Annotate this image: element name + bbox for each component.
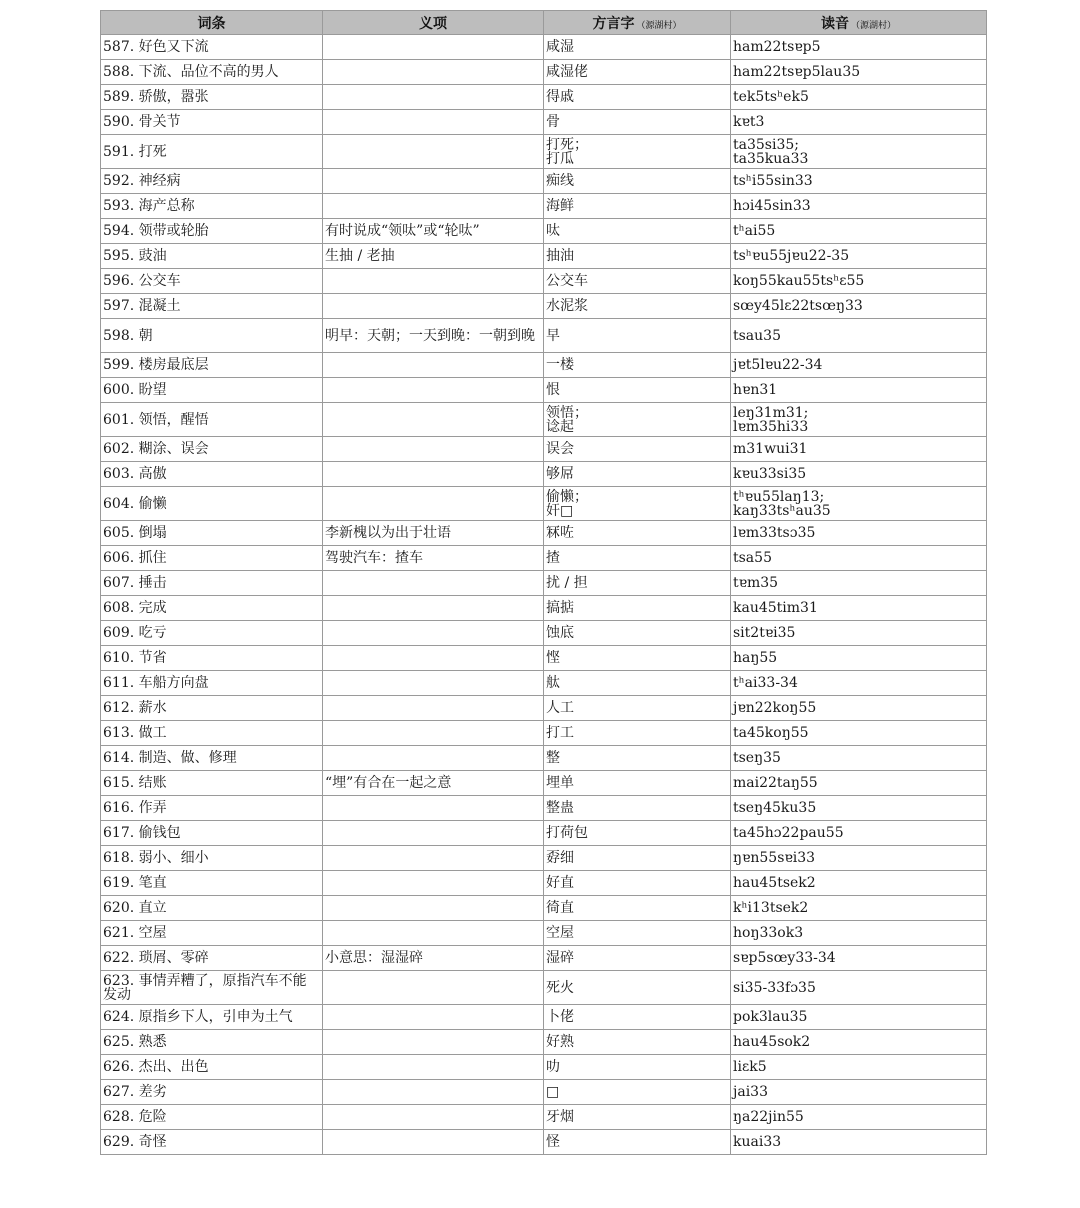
sense-cell [323, 971, 544, 1005]
char-cell: 徛直 [544, 896, 731, 921]
term-cell: 623. 事情弄糟了，原指汽车不能发动 [101, 971, 323, 1005]
pron-cell: kuai33 [731, 1130, 987, 1155]
sense-cell [323, 796, 544, 821]
table-row [101, 696, 987, 721]
sense-cell [323, 462, 544, 487]
table-row [101, 110, 987, 135]
header-sense-label: 义项 [419, 15, 447, 32]
char-cell: 早 [544, 319, 731, 353]
pron-cell: kʰi13tsek2 [731, 896, 987, 921]
term-cell: 628. 危险 [101, 1105, 323, 1130]
term-cell: 594. 领带或轮胎 [101, 219, 323, 244]
sense-cell [323, 721, 544, 746]
sense-cell [323, 35, 544, 60]
char-cell: 扰 / 担 [544, 571, 731, 596]
table-row [101, 1055, 987, 1080]
term-cell: 626. 杰出、出色 [101, 1055, 323, 1080]
sense-cell: 生抽 / 老抽 [323, 244, 544, 269]
pron-cell: jɐt5lɐu22-34 [731, 353, 987, 378]
pron-cell: tsa55 [731, 546, 987, 571]
sense-cell [323, 571, 544, 596]
term-cell: 608. 完成 [101, 596, 323, 621]
pron-cell: m31wui31 [731, 437, 987, 462]
pron-cell: sit2tɐi35 [731, 621, 987, 646]
term-cell: 624. 原指乡下人，引申为土气 [101, 1005, 323, 1030]
char-cell: 冧咗 [544, 521, 731, 546]
term-cell: 593. 海产总称 [101, 194, 323, 219]
char-cell: 骨 [544, 110, 731, 135]
pron-cell: hau45sok2 [731, 1030, 987, 1055]
char-cell: 好熟 [544, 1030, 731, 1055]
table-row [101, 1005, 987, 1030]
char-cell: 得戚 [544, 85, 731, 110]
sense-cell [323, 378, 544, 403]
sense-cell [323, 194, 544, 219]
header-sense [323, 11, 544, 35]
term-cell: 598. 朝 [101, 319, 323, 353]
sense-cell: 小意思：湿湿碎 [323, 946, 544, 971]
term-cell: 613. 做工 [101, 721, 323, 746]
table-row [101, 135, 987, 169]
pron-cell: sœy45lɛ22tsœŋ33 [731, 294, 987, 319]
pron-cell: kau45tim31 [731, 596, 987, 621]
char-cell: 蚀底 [544, 621, 731, 646]
term-cell: 607. 捶击 [101, 571, 323, 596]
table-row [101, 219, 987, 244]
term-cell: 618. 弱小、细小 [101, 846, 323, 871]
table-row [101, 771, 987, 796]
char-cell: 误会 [544, 437, 731, 462]
term-cell: 616. 作弄 [101, 796, 323, 821]
sense-cell [323, 269, 544, 294]
char-cell: 揸 [544, 546, 731, 571]
term-cell: 590. 骨关节 [101, 110, 323, 135]
term-cell: 621. 空屋 [101, 921, 323, 946]
char-cell: 海鲜 [544, 194, 731, 219]
char-cell: 呔 [544, 219, 731, 244]
table-row [101, 294, 987, 319]
char-cell: 咸湿佬 [544, 60, 731, 85]
pron-cell: jai33 [731, 1080, 987, 1105]
term-cell: 588. 下流、品位不高的男人 [101, 60, 323, 85]
pron-cell: pok3lau35 [731, 1005, 987, 1030]
table-row [101, 671, 987, 696]
char-cell: 打死； 打瓜 [544, 135, 731, 169]
table-row [101, 60, 987, 85]
table-row [101, 921, 987, 946]
term-cell: 601. 领悟，醒悟 [101, 403, 323, 437]
sense-cell [323, 746, 544, 771]
pron-cell: leŋ31m31; lɐm35hi33 [731, 403, 987, 437]
sense-cell [323, 60, 544, 85]
table-row [101, 403, 987, 437]
char-cell: □ [544, 1080, 731, 1105]
pron-cell: tʰai33-34 [731, 671, 987, 696]
pron-cell: tsʰi55sin33 [731, 169, 987, 194]
sense-cell [323, 896, 544, 921]
table-row [101, 746, 987, 771]
sense-cell: 李新槐以为出于壮语 [323, 521, 544, 546]
term-cell: 603. 高傲 [101, 462, 323, 487]
pron-cell: ta35si35; ta35kua33 [731, 135, 987, 169]
pron-cell: koŋ55kau55tsʰɛ55 [731, 269, 987, 294]
pron-cell: liɛk5 [731, 1055, 987, 1080]
pron-cell: kɐt3 [731, 110, 987, 135]
term-cell: 611. 车船方向盘 [101, 671, 323, 696]
term-cell: 606. 抓住 [101, 546, 323, 571]
term-cell: 599. 楼房最底层 [101, 353, 323, 378]
table-row [101, 194, 987, 219]
char-cell: 偷懒； 奸□ [544, 487, 731, 521]
term-cell: 615. 结账 [101, 771, 323, 796]
term-cell: 629. 奇怪 [101, 1130, 323, 1155]
term-cell: 612. 薪水 [101, 696, 323, 721]
table-row [101, 353, 987, 378]
sense-cell [323, 403, 544, 437]
sense-cell [323, 696, 544, 721]
char-cell: 整蛊 [544, 796, 731, 821]
table-row [101, 85, 987, 110]
char-cell: 够屌 [544, 462, 731, 487]
char-cell: 打工 [544, 721, 731, 746]
table-row [101, 721, 987, 746]
term-cell: 617. 偷钱包 [101, 821, 323, 846]
table-row [101, 896, 987, 921]
table-row [101, 521, 987, 546]
header-pron-label: 读音 [820, 15, 849, 32]
char-cell: 痴线 [544, 169, 731, 194]
sense-cell [323, 169, 544, 194]
sense-cell [323, 1080, 544, 1105]
char-cell: 一楼 [544, 353, 731, 378]
char-cell: 叻 [544, 1055, 731, 1080]
term-cell: 620. 直立 [101, 896, 323, 921]
header-pron-note: （源湖村） [850, 20, 896, 31]
pron-cell: tsʰɐu55jɐu22-35 [731, 244, 987, 269]
term-cell: 604. 偷懒 [101, 487, 323, 521]
table-row [101, 244, 987, 269]
sense-cell: 有时说成“领呔”或“轮呔” [323, 219, 544, 244]
sense-cell [323, 85, 544, 110]
header-term-label: 词条 [197, 15, 226, 32]
pron-cell: haŋ55 [731, 646, 987, 671]
sense-cell [323, 646, 544, 671]
char-cell: 悭 [544, 646, 731, 671]
term-cell: 589. 骄傲，嚣张 [101, 85, 323, 110]
table-row [101, 319, 987, 353]
term-cell: 587. 好色又下流 [101, 35, 323, 60]
sense-cell [323, 596, 544, 621]
char-cell: 领悟； 谂起 [544, 403, 731, 437]
char-cell: 咸湿 [544, 35, 731, 60]
lexicon-page [100, 10, 986, 1155]
table-header-row [101, 11, 987, 35]
term-cell: 619. 笔直 [101, 871, 323, 896]
pron-cell: ta45koŋ55 [731, 721, 987, 746]
char-cell: 怪 [544, 1130, 731, 1155]
char-cell: 好直 [544, 871, 731, 896]
term-cell: 614. 制造、做、修理 [101, 746, 323, 771]
term-cell: 622. 琐屑、零碎 [101, 946, 323, 971]
sense-cell [323, 871, 544, 896]
table-row [101, 1030, 987, 1055]
header-char-note: （源湖村） [636, 20, 682, 31]
table-row [101, 946, 987, 971]
pron-cell: kɐu33si35 [731, 462, 987, 487]
table-row [101, 269, 987, 294]
table-row [101, 378, 987, 403]
table-row [101, 546, 987, 571]
term-cell: 605. 倒塌 [101, 521, 323, 546]
pron-cell: tek5tsʰek5 [731, 85, 987, 110]
char-cell: 打荷包 [544, 821, 731, 846]
pron-cell: tʰai55 [731, 219, 987, 244]
sense-cell [323, 135, 544, 169]
term-cell: 609. 吃亏 [101, 621, 323, 646]
table-row [101, 621, 987, 646]
pron-cell: hau45tsek2 [731, 871, 987, 896]
char-cell: 搞掂 [544, 596, 731, 621]
pron-cell: ham22tsɐp5lau35 [731, 60, 987, 85]
term-cell: 595. 豉油 [101, 244, 323, 269]
sense-cell [323, 1005, 544, 1030]
term-cell: 591. 打死 [101, 135, 323, 169]
sense-cell: “埋”有合在一起之意 [323, 771, 544, 796]
char-cell: 牙烟 [544, 1105, 731, 1130]
term-cell: 602. 糊涂、误会 [101, 437, 323, 462]
pron-cell: hoŋ33ok3 [731, 921, 987, 946]
sense-cell [323, 621, 544, 646]
table-row [101, 571, 987, 596]
sense-cell [323, 437, 544, 462]
sense-cell [323, 1055, 544, 1080]
sense-cell: 驾驶汽车：揸车 [323, 546, 544, 571]
pron-cell: tseŋ35 [731, 746, 987, 771]
sense-cell [323, 921, 544, 946]
table-row [101, 1130, 987, 1155]
header-term [101, 11, 323, 35]
sense-cell [323, 1130, 544, 1155]
table-row [101, 796, 987, 821]
pron-cell: ta45hɔ22pau55 [731, 821, 987, 846]
char-cell: 卜佬 [544, 1005, 731, 1030]
pron-cell: tɐm35 [731, 571, 987, 596]
table-row [101, 871, 987, 896]
pron-cell: tʰɐu55laŋ13; kaŋ33tsʰau35 [731, 487, 987, 521]
char-cell: 抽油 [544, 244, 731, 269]
sense-cell [323, 671, 544, 696]
pron-cell: hɔi45sin33 [731, 194, 987, 219]
term-cell: 597. 混凝土 [101, 294, 323, 319]
table-row [101, 596, 987, 621]
sense-cell [323, 1105, 544, 1130]
char-cell: 湿碎 [544, 946, 731, 971]
char-cell: 埋单 [544, 771, 731, 796]
char-cell: 人工 [544, 696, 731, 721]
char-cell: 空屋 [544, 921, 731, 946]
header-char-label: 方言字 [592, 15, 635, 32]
pron-cell: ham22tsɐp5 [731, 35, 987, 60]
header-pronunciation [731, 11, 987, 35]
char-cell: 恨 [544, 378, 731, 403]
sense-cell [323, 110, 544, 135]
dialect-vocabulary-table [100, 10, 987, 1155]
sense-cell [323, 846, 544, 871]
pron-cell: ŋɐn55sɐi33 [731, 846, 987, 871]
char-cell: 水泥浆 [544, 294, 731, 319]
term-cell: 596. 公交车 [101, 269, 323, 294]
table-row [101, 487, 987, 521]
table-row [101, 846, 987, 871]
term-cell: 600. 盼望 [101, 378, 323, 403]
term-cell: 627. 差劣 [101, 1080, 323, 1105]
table-row [101, 1105, 987, 1130]
pron-cell: sɐp5sœy33-34 [731, 946, 987, 971]
char-cell: 整 [544, 746, 731, 771]
pron-cell: ŋa22jin55 [731, 1105, 987, 1130]
char-cell: 公交车 [544, 269, 731, 294]
sense-cell [323, 1030, 544, 1055]
sense-cell [323, 821, 544, 846]
table-row [101, 646, 987, 671]
pron-cell: jɐn22koŋ55 [731, 696, 987, 721]
table-row [101, 35, 987, 60]
pron-cell: hɐn31 [731, 378, 987, 403]
pron-cell: mai22taŋ55 [731, 771, 987, 796]
table-row [101, 1080, 987, 1105]
sense-cell [323, 294, 544, 319]
char-cell: 孬细 [544, 846, 731, 871]
pron-cell: si35-33fɔ35 [731, 971, 987, 1005]
table-row [101, 437, 987, 462]
term-cell: 625. 熟悉 [101, 1030, 323, 1055]
pron-cell: lɐm33tsɔ35 [731, 521, 987, 546]
char-cell: 死火 [544, 971, 731, 1005]
sense-cell: 明早：天朝；一天到晚：一朝到晚 [323, 319, 544, 353]
pron-cell: tsau35 [731, 319, 987, 353]
table-row [101, 462, 987, 487]
sense-cell [323, 487, 544, 521]
header-dialect-char [544, 11, 731, 35]
table-row [101, 169, 987, 194]
term-cell: 610. 节省 [101, 646, 323, 671]
pron-cell: tseŋ45ku35 [731, 796, 987, 821]
char-cell: 舦 [544, 671, 731, 696]
sense-cell [323, 353, 544, 378]
table-row [101, 821, 987, 846]
term-cell: 592. 神经病 [101, 169, 323, 194]
table-row [101, 971, 987, 1005]
